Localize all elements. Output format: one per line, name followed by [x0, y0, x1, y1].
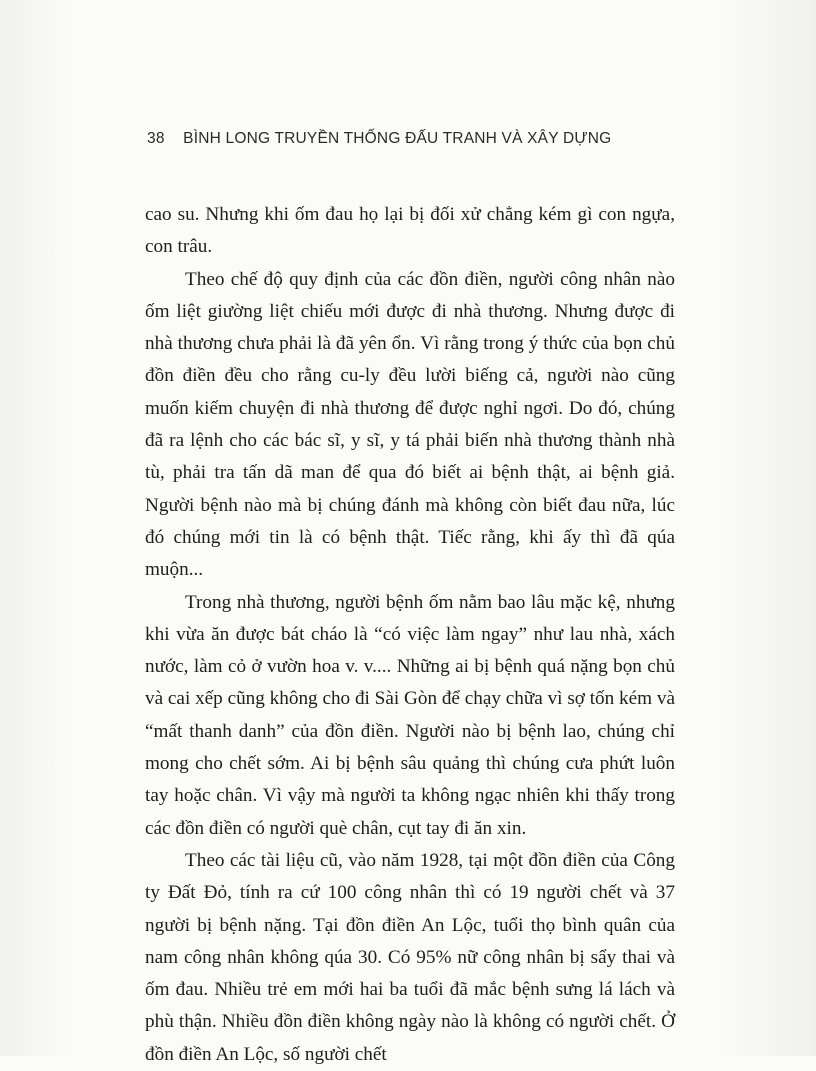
running-title: BÌNH LONG TRUYỀN THỐNG ĐẤU TRANH VÀ XÂY DỰNG — [183, 130, 612, 147]
page-number: 38 — [147, 130, 165, 147]
page-shadow-left — [0, 0, 70, 1056]
running-header — [147, 130, 667, 148]
body-text — [145, 199, 675, 1071]
paragraph-2: Theo chế độ quy định của các đồn điền, người công nhân nào ốm liệt giường liệt chiếu mới được đi nhà thương. Nhưng được đi nhà thương chưa phải là đã yên ổn. Vì rằng trong ý thức của bọn chủ đồn điền đều cho rằng cu-ly đều lười biếng cả, người nào cũng muốn kiếm chuyện đi nhà thương để được nghỉ ngơi. Do đó, chúng đã ra lệnh cho các bác sĩ, y sĩ, y tá phải biến nhà thương thành nhà tù, phải tra tấn dã man để qua đó biết ai bệnh thật, ai bệnh giả. Người bệnh nào mà bị chúng đánh mà không còn biết đau nữa, lúc đó chúng mới tin là có bệnh thật. Tiếc rằng, khi ấy thì đã qúa muộn... — [145, 268, 675, 581]
paragraph-1: cao su. Nhưng khi ốm đau họ lại bị đối xử chẳng kém gì con ngựa, con trâu. — [145, 204, 675, 258]
paragraph-3: Trong nhà thương, người bệnh ốm nằm bao lâu mặc kệ, nhưng khi vừa ăn được bát cháo là “có việc làm ngay” như lau nhà, xách nước, làm cỏ ở vườn hoa v. v.... Những ai bị bệnh quá nặng bọn chủ và cai xếp cũng không cho đi Sài Gòn để chạy chữa vì sợ tốn kém và “mất thanh danh” của đồn điền. Người nào bị bệnh lao, chúng chỉ mong cho chết sớm. Ai bị bệnh sâu quảng thì chúng cưa phứt luôn tay hoặc chân. Vì vậy mà người ta không ngạc nhiên khi thấy trong các đồn điền có người què chân, cụt tay đi ăn xin. — [145, 591, 675, 839]
paragraph-4: Theo các tài liệu cũ, vào năm 1928, tại một đồn điền của Công ty Đất Đỏ, tính ra cứ 100 công nhân thì có 19 người chết và 37 người bị bệnh nặng. Tại đồn điền An Lộc, tuổi thọ bình quân của nam công nhân không qúa 30. Có 95% nữ công nhân bị sẩy thai và ốm đau. Nhiều trẻ em mới hai ba tuổi đã mắc bệnh sưng lá lách và phù thận. Nhiều đồn điền không ngày nào là không có người chết. Ở đồn điền An Lộc, số người chết — [145, 849, 675, 1065]
page-shadow-right — [716, 0, 816, 1056]
